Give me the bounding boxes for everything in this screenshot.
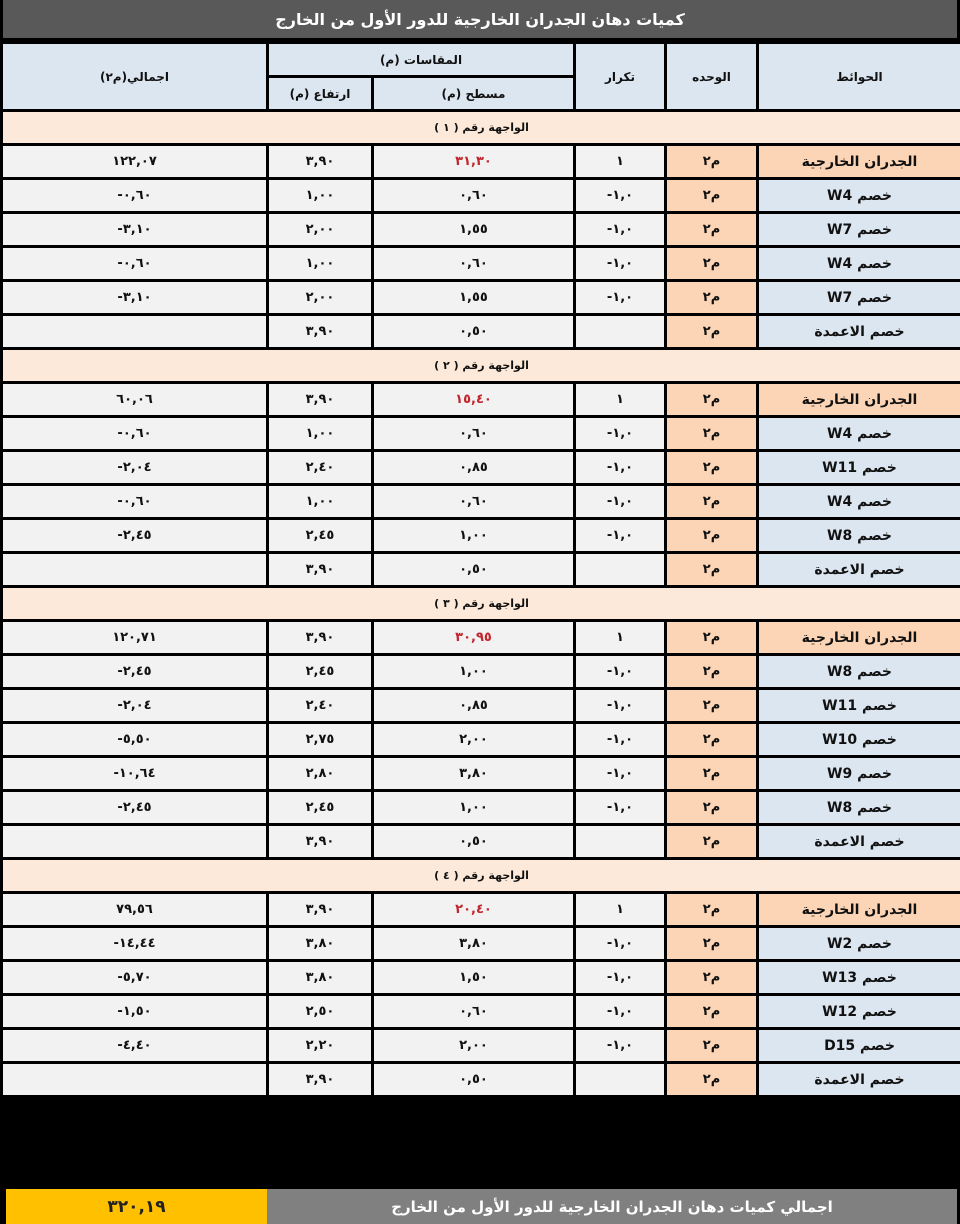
height-cell: ١,٠٠ [268,417,373,451]
wall-name: الجدران الخارجية [758,893,960,927]
header-row [2,43,960,77]
wall-name: خصم W4 [758,179,960,213]
total-cell: ٠,٦٠- [2,247,268,281]
repeat-cell: ١ [575,145,666,179]
total-cell: ٢,٤٥- [2,519,268,553]
header-height: ارتفاع (م) [268,77,373,111]
table-row [2,893,960,927]
wall-name: خصم W4 [758,247,960,281]
unit-cell: م٢ [666,655,758,689]
height-cell: ١,٠٠ [268,247,373,281]
repeat-cell: ١,٠- [575,417,666,451]
wall-name: خصم W7 [758,281,960,315]
length-cell: ٠,٥٠ [373,825,575,859]
grand-total: ٣٢٠,١٩ [3,1189,267,1224]
length-cell: ١,٥٥ [373,213,575,247]
wall-name: خصم W12 [758,995,960,1029]
length-cell: ١,٠٠ [373,519,575,553]
length-cell: ١,٠٠ [373,791,575,825]
height-cell: ٣,٩٠ [268,145,373,179]
height-cell: ١,٠٠ [268,179,373,213]
total-cell: ١٢٢,٠٧ [2,145,268,179]
repeat-cell: ١,٠- [575,247,666,281]
length-cell: ١٥,٤٠ [373,383,575,417]
total-cell: ٢,٠٤- [2,689,268,723]
total-cell: ٣,١٠- [2,213,268,247]
height-cell: ٣,٨٠ [268,961,373,995]
total-cell: ٢,٤٥- [2,791,268,825]
table-row [2,825,960,859]
length-cell: ٠,٦٠ [373,417,575,451]
height-cell: ٢,٢٠ [268,1029,373,1063]
wall-name: خصم الاعمدة [758,315,960,349]
unit-cell: م٢ [666,179,758,213]
total-cell: ١٢٠,٧١ [2,621,268,655]
unit-cell: م٢ [666,213,758,247]
table-row [2,281,960,315]
repeat-cell [575,553,666,587]
quantities-table [0,41,960,1098]
length-cell: ٣,٨٠ [373,757,575,791]
height-cell: ٣,٩٠ [268,621,373,655]
section-header [2,587,960,621]
unit-cell: م٢ [666,1029,758,1063]
length-cell: ٣,٨٠ [373,927,575,961]
repeat-cell: ١ [575,383,666,417]
height-cell: ٢,٧٥ [268,723,373,757]
table-row [2,995,960,1029]
height-cell: ٣,٩٠ [268,553,373,587]
length-cell: ٢٠,٤٠ [373,893,575,927]
height-cell: ٢,٤٠ [268,689,373,723]
table-row [2,1029,960,1063]
table-row [2,179,960,213]
wall-name: خصم الاعمدة [758,1063,960,1097]
wall-name: خصم W13 [758,961,960,995]
table-row [2,145,960,179]
footer-label: اجمالي كميات دهان الجدران الخارجية للدور الأول من الخارج [267,1189,960,1224]
repeat-cell: ١,٠- [575,451,666,485]
length-cell: ١,٥٥ [373,281,575,315]
height-cell: ٣,٩٠ [268,1063,373,1097]
height-cell: ٣,٨٠ [268,927,373,961]
wall-name: خصم W9 [758,757,960,791]
table-row [2,1063,960,1097]
height-cell: ٣,٩٠ [268,383,373,417]
header-unit: الوحده [666,43,758,111]
unit-cell: م٢ [666,145,758,179]
section-header [2,349,960,383]
table-row [2,451,960,485]
wall-name: خصم W7 [758,213,960,247]
section-title: الواجهة رقم ( ٣ ) [2,587,960,621]
wall-name: الجدران الخارجية [758,383,960,417]
total-cell [2,825,268,859]
length-cell: ٢,٠٠ [373,1029,575,1063]
length-cell: ٠,٥٠ [373,553,575,587]
table-row [2,689,960,723]
unit-cell: م٢ [666,417,758,451]
repeat-cell [575,315,666,349]
repeat-cell: ١,٠- [575,179,666,213]
repeat-cell: ١ [575,893,666,927]
length-cell: ٠,٨٥ [373,451,575,485]
header-walls: الحوائط [758,43,960,111]
total-cell: ٧٩,٥٦ [2,893,268,927]
repeat-cell: ١ [575,621,666,655]
wall-name: خصم W8 [758,655,960,689]
wall-name: خصم W4 [758,485,960,519]
repeat-cell: ١,٠- [575,723,666,757]
height-cell: ٣,٩٠ [268,893,373,927]
header-repeat: تكرار [575,43,666,111]
repeat-cell [575,825,666,859]
height-cell: ٢,٤٠ [268,451,373,485]
height-cell: ١,٠٠ [268,485,373,519]
wall-name: خصم الاعمدة [758,825,960,859]
height-cell: ٢,٥٠ [268,995,373,1029]
repeat-cell: ١,٠- [575,689,666,723]
total-cell [2,1063,268,1097]
table-row [2,213,960,247]
wall-name: خصم W11 [758,689,960,723]
total-cell: ٥,٧٠- [2,961,268,995]
repeat-cell: ١,٠- [575,995,666,1029]
length-cell: ٠,٦٠ [373,179,575,213]
section-header [2,111,960,145]
repeat-cell: ١,٠- [575,213,666,247]
wall-name: خصم الاعمدة [758,553,960,587]
length-cell: ٠,٨٥ [373,689,575,723]
total-cell: ٠,٦٠- [2,417,268,451]
table-row [2,519,960,553]
wall-name: خصم W8 [758,791,960,825]
unit-cell: م٢ [666,485,758,519]
wall-name: خصم W10 [758,723,960,757]
wall-name: خصم W8 [758,519,960,553]
unit-cell: م٢ [666,315,758,349]
height-cell: ٢,٤٥ [268,519,373,553]
total-cell: ٥,٥٠- [2,723,268,757]
wall-name: الجدران الخارجية [758,621,960,655]
height-cell: ٣,٩٠ [268,825,373,859]
total-cell: ٢,٠٤- [2,451,268,485]
length-cell: ٠,٦٠ [373,485,575,519]
repeat-cell: ١,٠- [575,519,666,553]
total-cell: ١٠,٦٤- [2,757,268,791]
header-dimensions: المقاسات (م) [268,43,575,77]
repeat-cell [575,1063,666,1097]
total-cell: ١٤,٤٤- [2,927,268,961]
repeat-cell: ١,٠- [575,927,666,961]
unit-cell: م٢ [666,451,758,485]
unit-cell: م٢ [666,995,758,1029]
repeat-cell: ١,٠- [575,791,666,825]
wall-name: خصم W4 [758,417,960,451]
total-cell: ١,٥٠- [2,995,268,1029]
section-title: الواجهة رقم ( ١ ) [2,111,960,145]
unit-cell: م٢ [666,893,758,927]
sheet-title: كميات دهان الجدران الخارجية للدور الأول من الخارج [3,0,957,38]
table-row [2,553,960,587]
length-cell: ١,٥٠ [373,961,575,995]
unit-cell: م٢ [666,927,758,961]
unit-cell: م٢ [666,961,758,995]
unit-cell: م٢ [666,689,758,723]
unit-cell: م٢ [666,247,758,281]
height-cell: ٢,٨٠ [268,757,373,791]
repeat-cell: ١,٠- [575,281,666,315]
height-cell: ٢,٤٥ [268,655,373,689]
table-row [2,791,960,825]
table-row [2,315,960,349]
total-cell: ٠,٦٠- [2,485,268,519]
table-row [2,961,960,995]
table-row [2,417,960,451]
length-cell: ٠,٦٠ [373,995,575,1029]
height-cell: ٢,٠٠ [268,213,373,247]
length-cell: ٠,٥٠ [373,1063,575,1097]
table-row [2,655,960,689]
section-title: الواجهة رقم ( ٤ ) [2,859,960,893]
table-row [2,247,960,281]
length-cell: ٠,٦٠ [373,247,575,281]
repeat-cell: ١,٠- [575,961,666,995]
repeat-cell: ١,٠- [575,485,666,519]
total-cell [2,553,268,587]
wall-name: خصم W2 [758,927,960,961]
total-cell [2,315,268,349]
length-cell: ١,٠٠ [373,655,575,689]
repeat-cell: ١,٠- [575,757,666,791]
wall-name: الجدران الخارجية [758,145,960,179]
length-cell: ٣١,٣٠ [373,145,575,179]
total-cell: ٢,٤٥- [2,655,268,689]
table-row [2,485,960,519]
wall-name: خصم W11 [758,451,960,485]
length-cell: ٠,٥٠ [373,315,575,349]
table-row [2,383,960,417]
unit-cell: م٢ [666,281,758,315]
unit-cell: م٢ [666,1063,758,1097]
repeat-cell: ١,٠- [575,1029,666,1063]
section-title: الواجهة رقم ( ٢ ) [2,349,960,383]
unit-cell: م٢ [666,825,758,859]
table-row [2,723,960,757]
unit-cell: م٢ [666,757,758,791]
height-cell: ٢,٤٥ [268,791,373,825]
table-row [2,757,960,791]
length-cell: ٢,٠٠ [373,723,575,757]
unit-cell: م٢ [666,723,758,757]
total-cell: ٠,٦٠- [2,179,268,213]
height-cell: ٢,٠٠ [268,281,373,315]
header-total: اجمالي(م٢) [2,43,268,111]
footer-row [0,1189,960,1224]
section-header [2,859,960,893]
table-row [2,621,960,655]
total-cell: ٣,١٠- [2,281,268,315]
repeat-cell: ١,٠- [575,655,666,689]
unit-cell: م٢ [666,519,758,553]
total-cell: ٤,٤٠- [2,1029,268,1063]
unit-cell: م٢ [666,383,758,417]
table-row [2,927,960,961]
unit-cell: م٢ [666,553,758,587]
unit-cell: م٢ [666,791,758,825]
header-length: مسطح (م) [373,77,575,111]
unit-cell: م٢ [666,621,758,655]
length-cell: ٣٠,٩٥ [373,621,575,655]
wall-name: خصم D15 [758,1029,960,1063]
total-cell: ٦٠,٠٦ [2,383,268,417]
height-cell: ٣,٩٠ [268,315,373,349]
